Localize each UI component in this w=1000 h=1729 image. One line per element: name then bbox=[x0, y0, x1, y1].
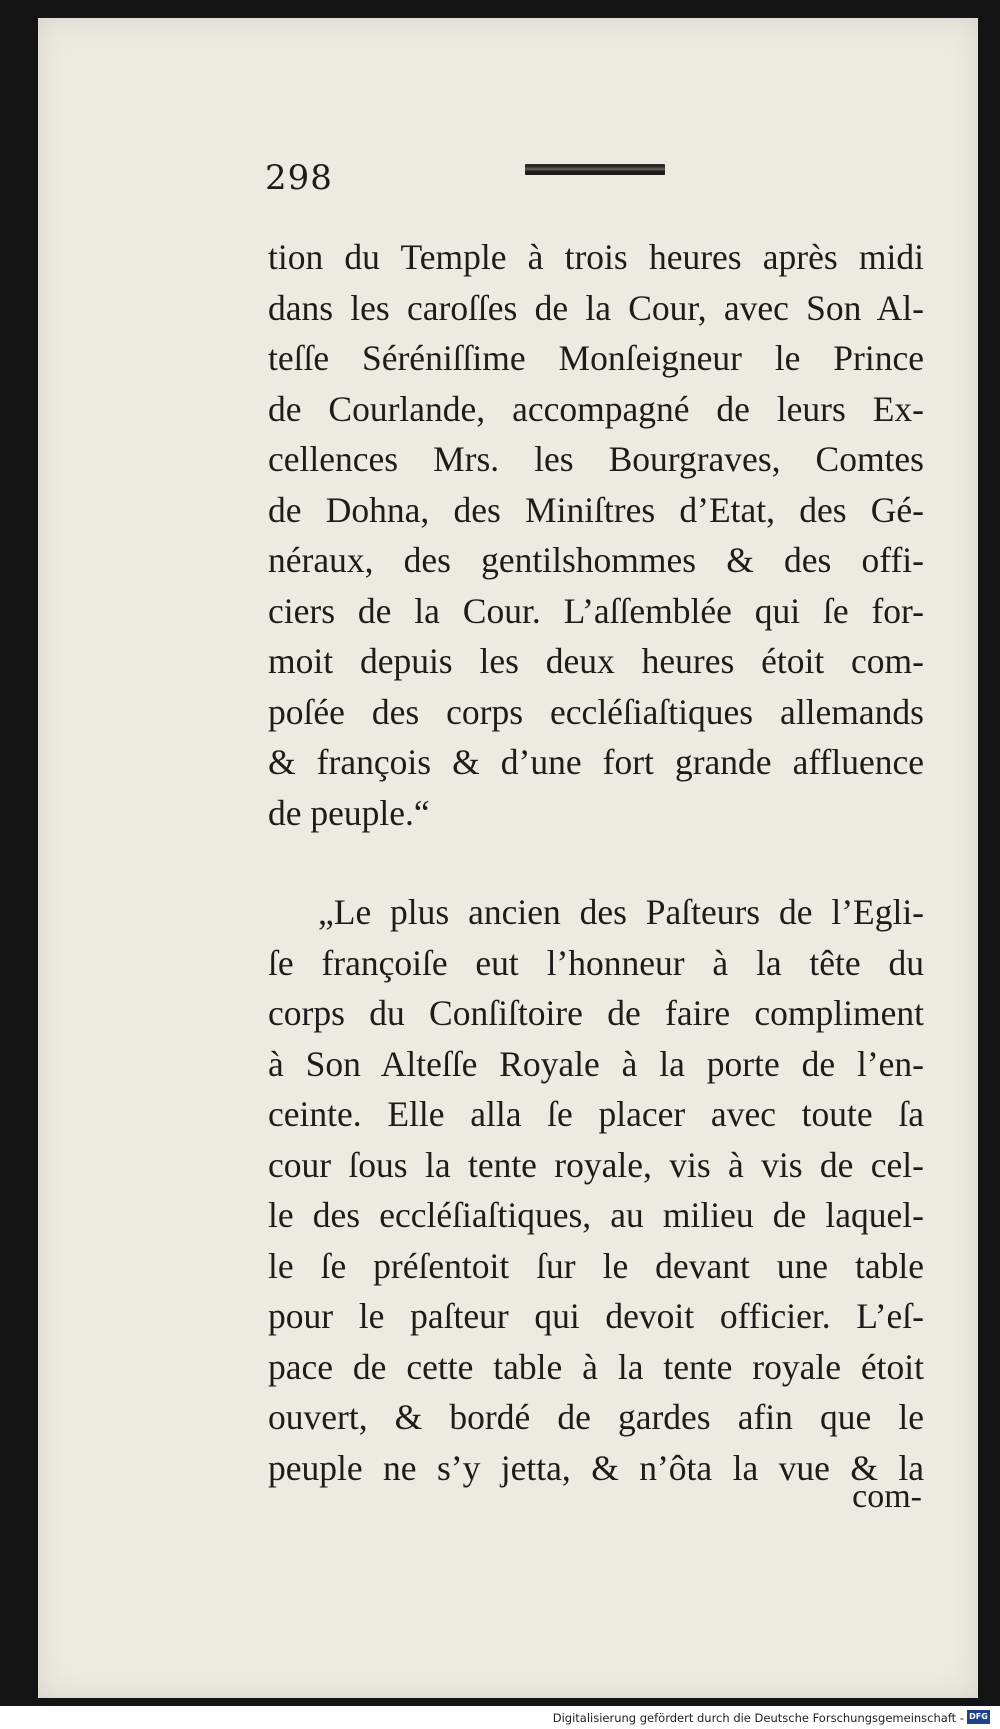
text-line: ſe françoiſe eut l’honneur à la tête du bbox=[268, 942, 924, 983]
scan-border-top bbox=[0, 0, 1000, 18]
text-line: moit depuis les deux heures étoit com- bbox=[268, 641, 924, 681]
scan-border-left bbox=[0, 0, 38, 1705]
text-line: ceinte. Elle alla ſe placer avec toute ſa bbox=[268, 1094, 924, 1134]
page-number: 298 bbox=[265, 158, 333, 198]
text-line: ciers de la Cour. L’aſſemblée qui ſe for- bbox=[268, 590, 924, 631]
paragraph-gap bbox=[268, 838, 924, 887]
text-line: „Le plus ancien des Paſteurs de l’Egli- bbox=[318, 892, 924, 932]
scan-border-bottom bbox=[0, 1698, 1000, 1706]
text-line: pour le paſteur qui devoit officier. L’eſ- bbox=[268, 1296, 924, 1336]
text-line: cour ſous la tente royale, vis à vis de cel- bbox=[268, 1144, 924, 1185]
paragraph-2 bbox=[268, 887, 924, 1493]
text-line: le des eccléſiaſtiques, au milieu de laquel- bbox=[268, 1195, 924, 1235]
paragraph-1 bbox=[268, 232, 924, 838]
text-line: tion du Temple à trois heures après midi bbox=[268, 237, 924, 277]
text-line: de Dohna, des Miniſtres d’Etat, des Gé- bbox=[268, 489, 924, 530]
funding-credit: Digitalisierung gefördert durch die Deutsche Forschungsgemeinschaft - bbox=[552, 1711, 964, 1725]
text-line: de Courlande, accompagné de leurs Ex- bbox=[268, 388, 924, 429]
text-line: dans les caroſſes de la Cour, avec Son Al- bbox=[268, 287, 924, 328]
text-line: néraux, des gentilshommes & des offi- bbox=[268, 540, 924, 580]
text-line: poſée des corps eccléſiaſtiques allemands bbox=[268, 691, 924, 732]
text-line: ouvert, & bordé de gardes afin que le bbox=[268, 1397, 924, 1437]
text-line: teſſe Séréniſſime Monſeigneur le Prince bbox=[268, 338, 924, 378]
scan-border-right bbox=[978, 0, 1000, 1705]
body-text bbox=[268, 232, 924, 1493]
catchword: com- bbox=[852, 1478, 922, 1515]
header-ornament-rule bbox=[525, 164, 665, 175]
text-line: peuple ne s’y jetta, & n’ôta la vue & la bbox=[268, 1447, 924, 1488]
text-line: & françois & d’une fort grande affluence bbox=[268, 742, 924, 782]
text-line: corps du Conſiſtoire de faire compliment bbox=[268, 993, 924, 1033]
dfg-logo-icon: DFG bbox=[967, 1710, 990, 1724]
text-line: cellences Mrs. les Bourgraves, Comtes bbox=[268, 439, 924, 479]
text-line: le ſe préſentoit ſur le devant une table bbox=[268, 1245, 924, 1286]
text-line: pace de cette table à la tente royale étoit bbox=[268, 1346, 924, 1387]
text-line: à Son Alteſſe Royale à la porte de l’en- bbox=[268, 1043, 924, 1084]
text-line: de peuple.“ bbox=[268, 792, 430, 833]
